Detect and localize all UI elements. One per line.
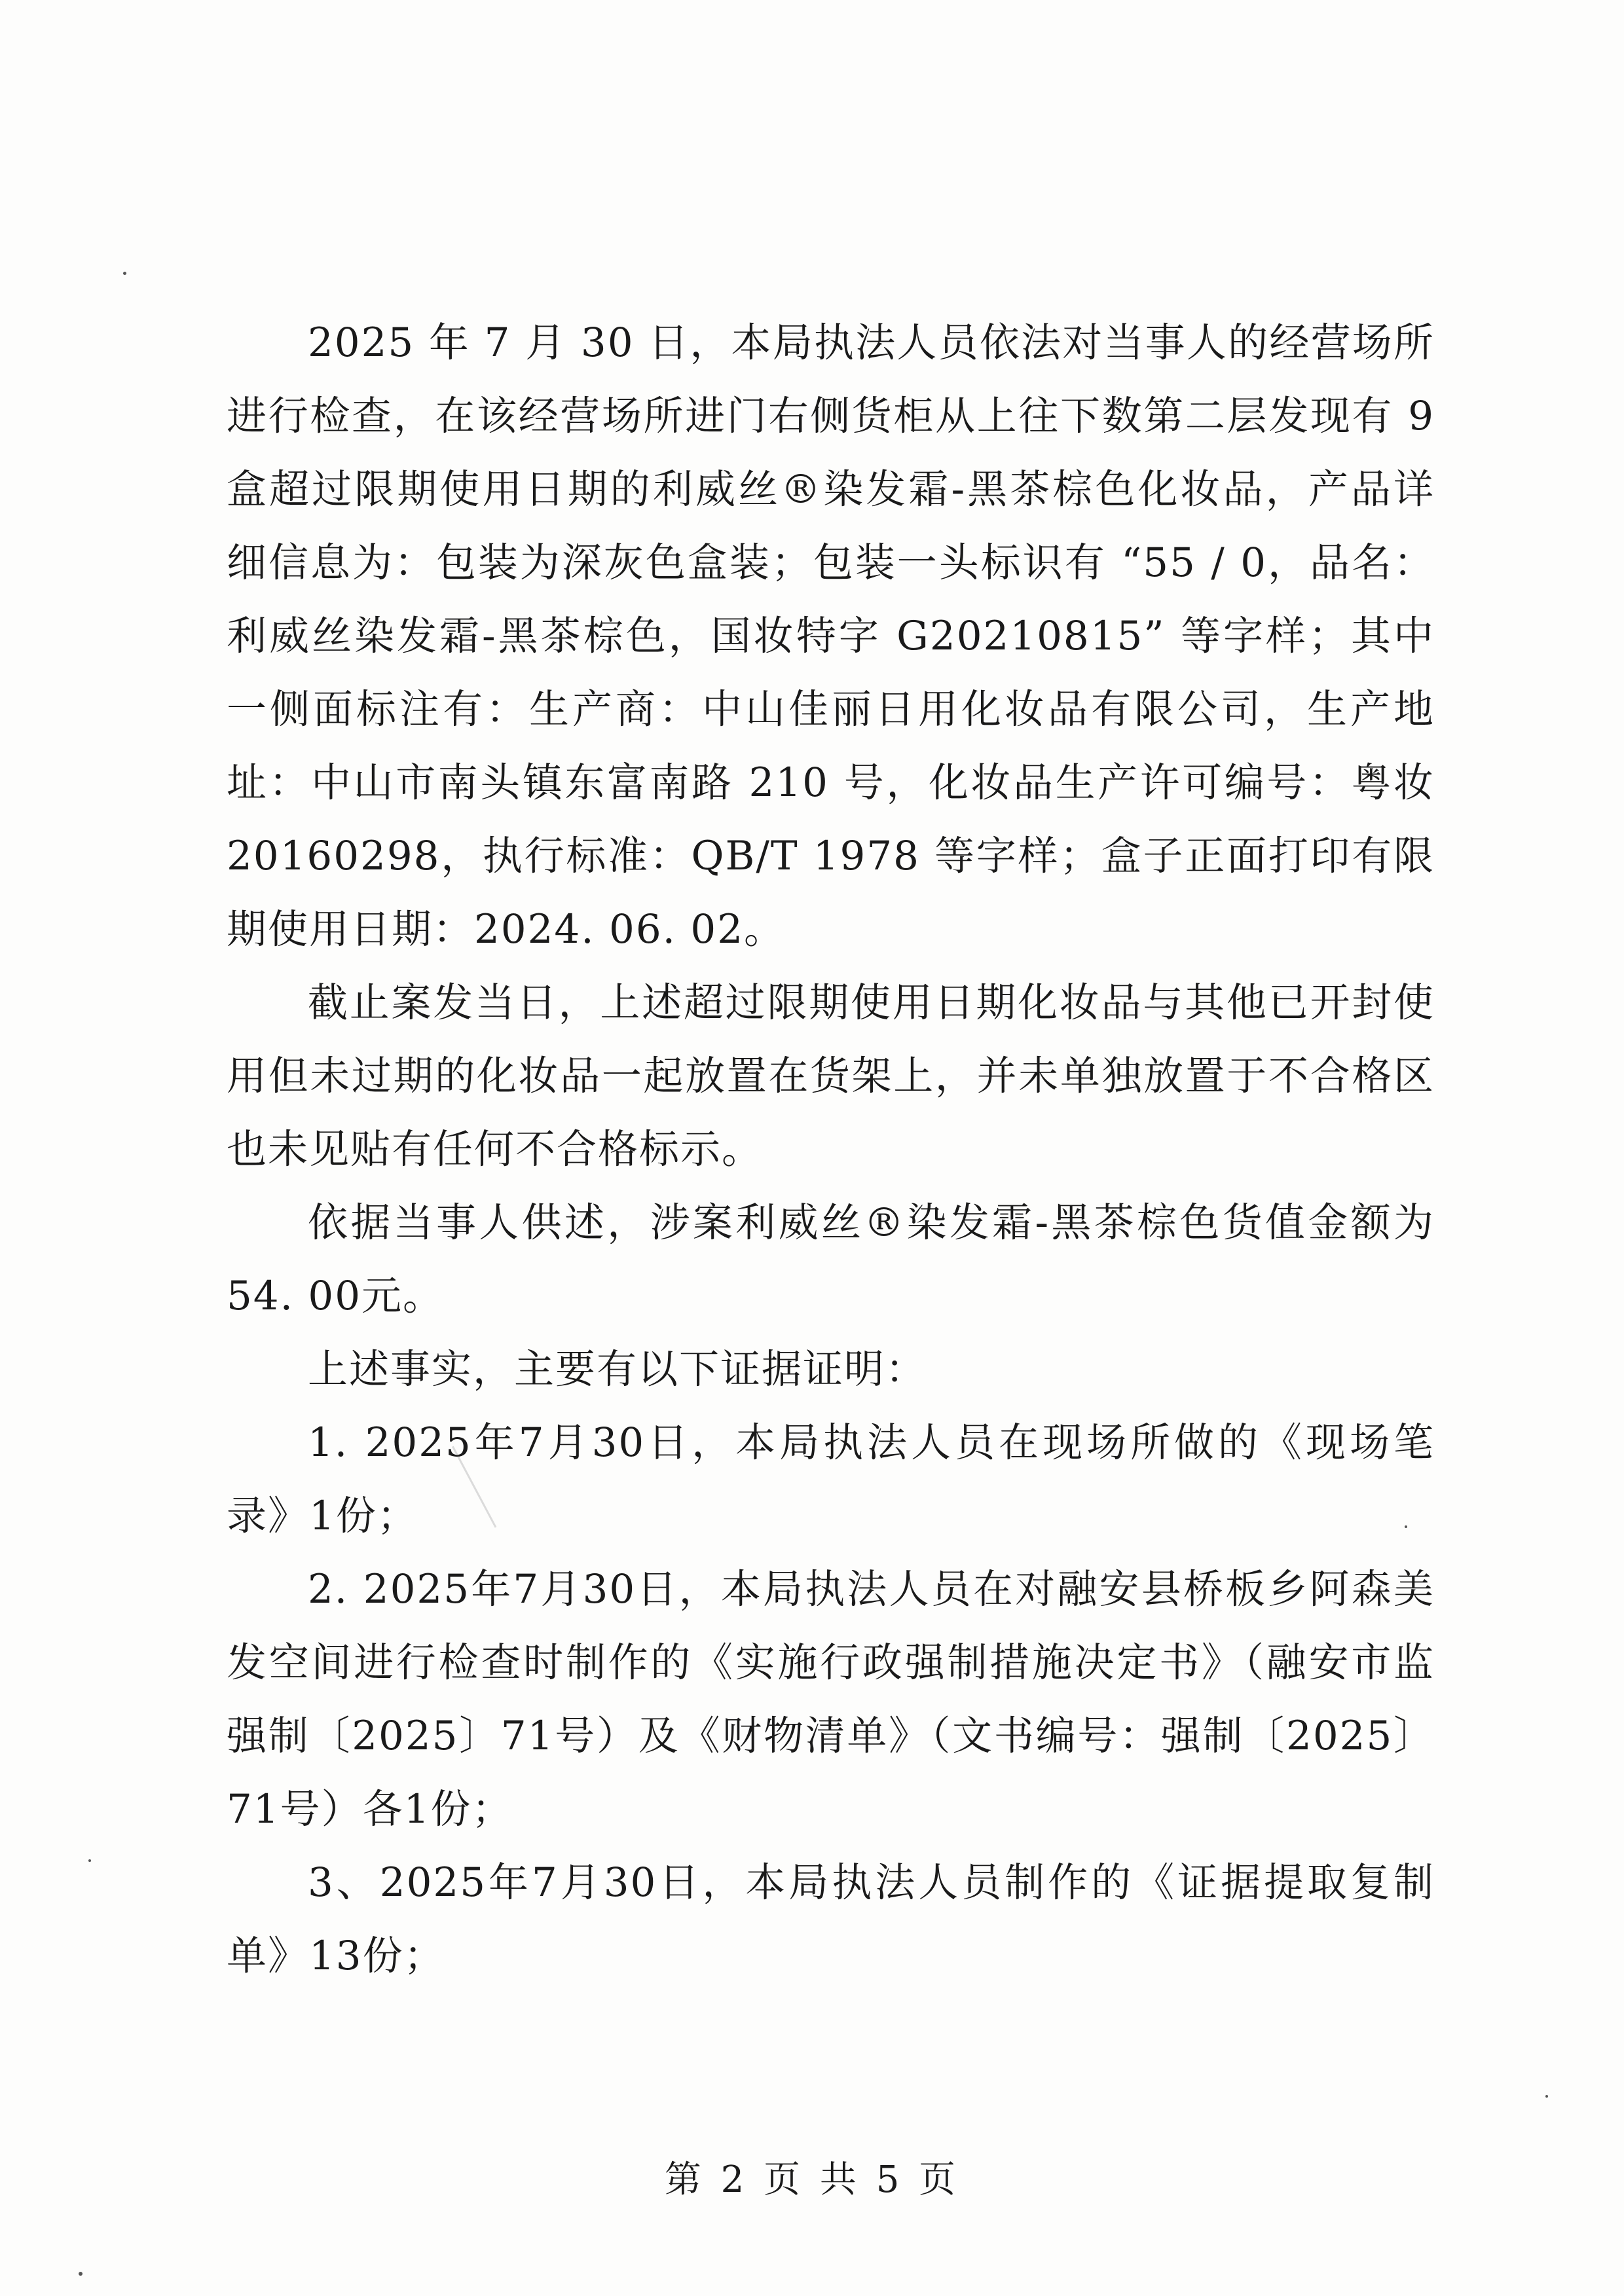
page-number: 第 2 页 共 5 页 xyxy=(664,2159,960,2201)
scan-speck xyxy=(79,2272,83,2276)
paragraph-evidence-intro: 上述事实，主要有以下证据证明： xyxy=(308,1346,927,1393)
scan-speck xyxy=(1545,2095,1548,2098)
scan-speck xyxy=(88,1859,91,1862)
scan-speck xyxy=(1405,1525,1407,1528)
evidence-item-3: 3、2025年7月30日，本局执法人员制作的《证据提取复制单》13份； xyxy=(227,1859,1435,1979)
paragraph-value: 依据当事人供述，涉案利威丝®染发霜-黑茶棕色货值金额为 54. 00元。 xyxy=(227,1199,1435,1319)
evidence-item-2: 2. 2025年7月30日，本局执法人员在对融安县桥板乡阿森美发空间进行检查时制作的《实施行政强制措施决定书》（融安市监强制〔2025〕71号）及《财物清单》（文书编号：强制〔2025〕71号）各1份； xyxy=(227,1566,1435,1832)
paragraph-storage: 截止案发当日，上述超过限期使用日期化妆品与其他已开封使用但未过期的化妆品一起放置在货架上，并未单独放置于不合格区也未见贴有任何不合格标示。 xyxy=(227,979,1435,1173)
paragraph-inspection: 2025 年 7 月 30 日，本局执法人员依法对当事人的经营场所进行检查，在该经营场所进门右侧货柜从上往下数第二层发现有 9 盒超过限期使用日期的利威丝®染发霜-黑茶棕色化妆品，产品详细信息为：包装为深灰色盒装；包装一头标识有 “55 / 0，品名：利威丝染发霜-黑茶棕色，国妆特字 G20210815” 等字样；其中一侧面标注有：生产商：中山佳丽日用化妆品有限公司，生产地址：中山市南头镇东富南路 210 号，化妆品生产许可编号：粤妆 20160298，执行标准：QB/T 1978 等字样；盒子正面打印有限期使用日期：2024. 06. 02。 xyxy=(227,319,1435,953)
evidence-item-1: 1. 2025年7月30日，本局执法人员在现场所做的《现场笔录》1份； xyxy=(227,1419,1435,1539)
document-body xyxy=(227,306,1435,1993)
scan-speck xyxy=(123,272,126,275)
